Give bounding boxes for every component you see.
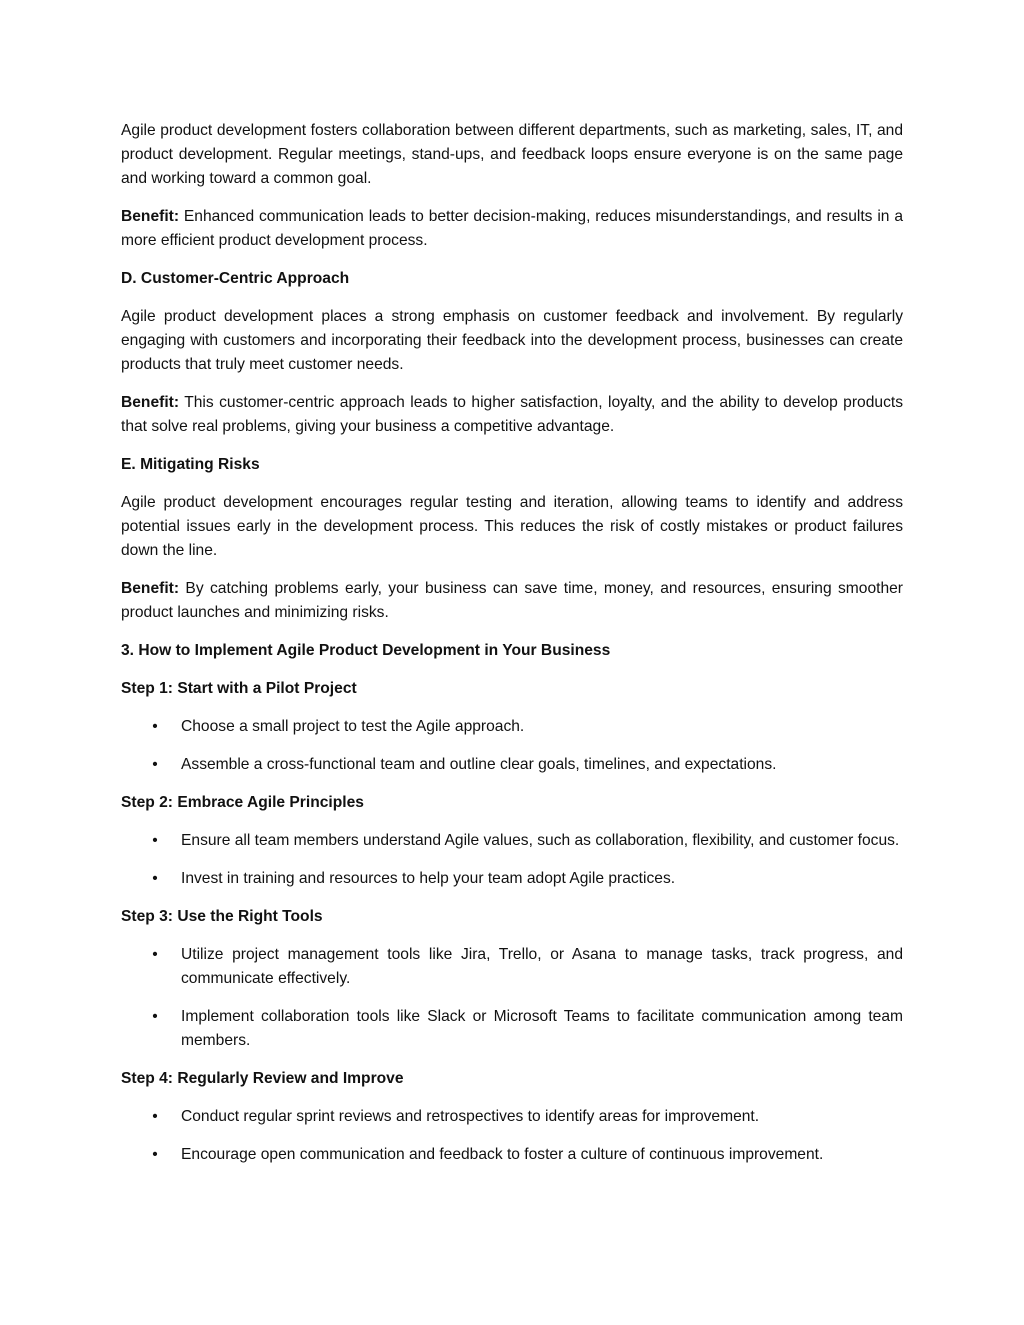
collaboration-benefit [121, 205, 903, 253]
step-heading: Step 1: Start with a Pilot Project [121, 680, 357, 697]
step-bullet-list [121, 829, 903, 891]
section-heading-mitigating-risks: E. Mitigating Risks [121, 456, 260, 473]
bullet-icon: • [152, 946, 158, 963]
bullet-icon: • [152, 718, 158, 735]
step-bullet-list [121, 715, 903, 777]
bullet-icon: • [152, 1108, 158, 1125]
list-item [121, 1005, 903, 1053]
benefit-text: Enhanced communication leads to better decision-making, reduces misunderstandings, and results in a more efficient product development process. [121, 208, 903, 249]
list-item-text: Choose a small project to test the Agile approach. [181, 718, 525, 735]
list-item [121, 715, 903, 739]
list-item [121, 1143, 903, 1167]
list-item-text: Ensure all team members understand Agile values, such as collaboration, flexibility, and customer focus. [181, 832, 900, 849]
bullet-icon: • [152, 1146, 158, 1163]
bullet-icon: • [152, 870, 158, 887]
step-heading: Step 4: Regularly Review and Improve [121, 1070, 404, 1087]
benefit-label: Benefit: [121, 394, 180, 411]
mitigating-risks-paragraph: Agile product development encourages regular testing and iteration, allowing teams to identify and address potential issues early in the development process. This reduces the risk of costly mistakes or product failures down the line. [121, 494, 903, 559]
bullet-icon: • [152, 1008, 158, 1025]
bullet-icon: • [152, 832, 158, 849]
benefit-text: By catching problems early, your business can save time, money, and resources, ensuring smoother product launches and minimizing risks. [121, 580, 903, 621]
list-item [121, 829, 903, 853]
list-item-text: Conduct regular sprint reviews and retrospectives to identify areas for improvement. [181, 1108, 760, 1125]
step-heading: Step 2: Embrace Agile Principles [121, 794, 364, 811]
step-bullet-list [121, 943, 903, 1053]
list-item-text: Assemble a cross-functional team and outline clear goals, timelines, and expectations. [181, 756, 777, 773]
list-item-text: Invest in training and resources to help your team adopt Agile practices. [181, 870, 676, 887]
list-item-text: Encourage open communication and feedback to foster a culture of continuous improvement. [181, 1146, 824, 1163]
list-item [121, 1105, 903, 1129]
document-page [121, 119, 903, 1181]
list-item [121, 943, 903, 991]
bullet-icon: • [152, 756, 158, 773]
list-item [121, 867, 903, 891]
collaboration-paragraph: Agile product development fosters collaboration between different departments, such as marketing, sales, IT, and product development. Regular meetings, stand-ups, and feedback loops ensure everyone is on the same page and working toward a common goal. [121, 122, 903, 187]
list-item-text: Utilize project management tools like Jira, Trello, or Asana to manage tasks, track progress, and communicate effectively. [181, 946, 903, 987]
step-bullet-list [121, 1105, 903, 1167]
benefit-label: Benefit: [121, 580, 180, 597]
step-heading: Step 3: Use the Right Tools [121, 908, 323, 925]
customer-centric-paragraph: Agile product development places a strong emphasis on customer feedback and involvement. By regularly engaging with customers and incorporating their feedback into the development process, businesses can create products that truly meet customer needs. [121, 308, 903, 373]
list-item [121, 753, 903, 777]
benefit-label: Benefit: [121, 208, 180, 225]
section-heading-customer-centric: D. Customer-Centric Approach [121, 270, 350, 287]
benefit-text: This customer-centric approach leads to higher satisfaction, loyalty, and the ability to develop products that solve real problems, giving your business a competitive advantage. [121, 394, 903, 435]
section-heading-implement: 3. How to Implement Agile Product Development in Your Business [121, 642, 611, 659]
customer-centric-benefit [121, 391, 903, 439]
mitigating-risks-benefit [121, 577, 903, 625]
list-item-text: Implement collaboration tools like Slack or Microsoft Teams to facilitate communication among team members. [181, 1008, 903, 1049]
